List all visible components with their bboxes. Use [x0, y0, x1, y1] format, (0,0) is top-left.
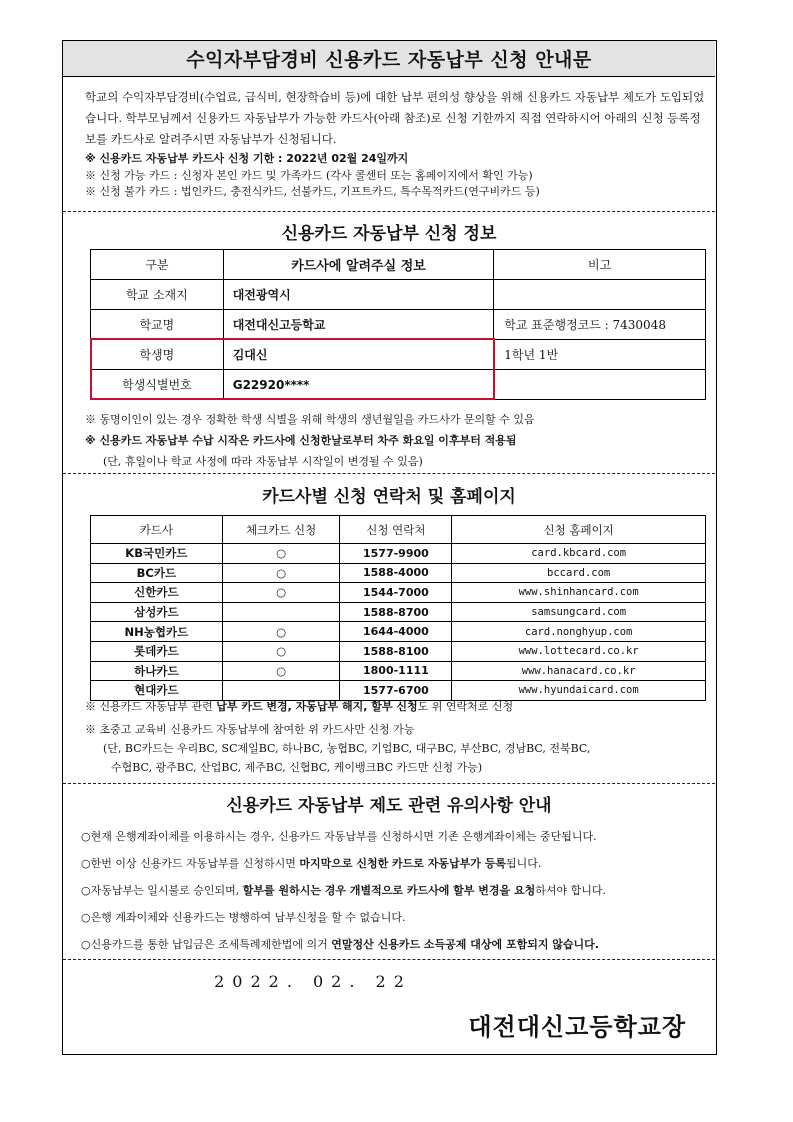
participating-cards-note: ※ 초중고 교육비 신용카드 자동납부에 참여한 위 카드사만 신청 가능 — [85, 723, 415, 736]
caution-text: ○신용카드를 통한 납입금은 조세특례제한법에 의거 — [81, 938, 332, 951]
section-divider — [63, 211, 715, 212]
card-company-name: 롯데카드 — [91, 641, 223, 661]
header-website: 신청 홈페이지 — [452, 516, 706, 544]
table-row — [91, 583, 706, 603]
table-row — [91, 622, 706, 642]
note-text: 도 위 연락처로 신청 — [417, 700, 514, 713]
page-bottom-border — [62, 1054, 717, 1055]
table-row — [91, 370, 706, 400]
row-label: 학생식별번호 — [91, 370, 224, 400]
row-value: G22920**** — [223, 370, 494, 400]
start-date-exception: (단, 휴일이나 학교 사정에 따라 자동납부 시작일이 변경될 수 있음) — [103, 455, 423, 468]
bc-card-note: (단, BC카드는 우리BC, SC제일BC, 하나BC, 농협BC, 기업BC, 대구BC, 부산BC, 경남BC, 전북BC, — [103, 742, 591, 755]
ineligible-card-note: ※ 신청 불가 카드 : 법인카드, 충전식카드, 선불카드, 기프트카드, 특수목적카드(연구비카드 등) — [85, 185, 540, 198]
note-text: ※ 신용카드 자동납부 관련 — [85, 700, 217, 713]
card-phone: 1577-6700 — [340, 681, 452, 701]
card-phone: 1588-4000 — [340, 563, 452, 583]
info-notes — [85, 409, 715, 472]
row-note — [494, 280, 706, 310]
note-bold-text: 납부 카드 변경, 자동납부 해지, 할부 신청 — [216, 700, 418, 713]
caution-item — [81, 823, 713, 850]
row-note: 1학년 1반 — [494, 340, 706, 370]
check-card-mark: ○ — [222, 563, 340, 583]
header-remark: 비고 — [494, 250, 706, 280]
card-company-name: 신한카드 — [91, 583, 223, 603]
card-website: www.hyundaicard.com — [452, 681, 706, 701]
card-website: www.lottecard.co.kr — [452, 641, 706, 661]
notice-page — [62, 40, 717, 1055]
table-row — [91, 641, 706, 661]
card-website: www.hanacard.co.kr — [452, 661, 706, 681]
check-card-mark: ○ — [222, 661, 340, 681]
card-phone: 1588-8700 — [340, 602, 452, 622]
caution-text: 연말정산 신용카드 소득공제 대상에 포함되지 않습니다. — [331, 938, 599, 951]
check-card-mark: ○ — [222, 641, 340, 661]
table-row — [91, 340, 706, 370]
card-company-name: 삼성카드 — [91, 602, 223, 622]
header-info: 카드사에 알려주실 정보 — [223, 250, 494, 280]
section-divider — [63, 473, 715, 474]
application-notes — [85, 151, 705, 201]
row-label: 학생명 — [91, 340, 224, 370]
caution-text: ○현재 은행계좌이체를 이용하시는 경우, 신용카드 자동납부를 신청하시면 기존 은행계좌이체는 중단됩니다. — [81, 830, 597, 843]
caution-item — [81, 850, 713, 877]
row-label: 학교 소재지 — [91, 280, 224, 310]
row-note — [494, 370, 706, 400]
page-title: 수익자부담경비 신용카드 자동납부 신청 안내문 — [63, 41, 715, 77]
card-contact-table — [90, 515, 706, 701]
start-date-note: ※ 신용카드 자동납부 수납 시작은 카드사에 신청한날로부터 차주 화요일 이후부터 적용됨 — [85, 434, 517, 447]
card-company-name: 하나카드 — [91, 661, 223, 681]
card-company-name: KB국민카드 — [91, 544, 223, 564]
registration-info-table — [90, 249, 706, 400]
card-phone: 1544-7000 — [340, 583, 452, 603]
card-phone: 1577-9900 — [340, 544, 452, 564]
table-header-row — [91, 250, 706, 280]
table-header-row — [91, 516, 706, 544]
principal-signature: 대전대신고등학교장 — [468, 1012, 686, 1041]
header-check-card: 체크카드 신청 — [222, 516, 340, 544]
card-website: card.nonghyup.com — [452, 622, 706, 642]
same-name-note: ※ 동명이인이 있는 경우 정확한 학생 식별을 위해 학생의 생년월일을 카드사가 문의할 수 있음 — [85, 413, 535, 426]
check-card-mark: ○ — [222, 622, 340, 642]
caution-text: ○자동납부는 일시불로 승인되며, — [81, 884, 243, 897]
caution-text: 하셔야 합니다. — [535, 884, 606, 897]
table-row — [91, 544, 706, 564]
header-card-company: 카드사 — [91, 516, 223, 544]
section-title-contacts: 카드사별 신청 연락처 및 홈페이지 — [262, 487, 516, 507]
table-row — [91, 280, 706, 310]
card-phone: 1644-4000 — [340, 622, 452, 642]
row-note: 학교 표준행정코드 : 7430048 — [494, 310, 706, 340]
bc-card-note-cont: 수협BC, 광주BC, 산업BC, 제주BC, 신협BC, 케이뱅크BC 카드만 신청 가능) — [111, 761, 483, 774]
row-value: 대전대신고등학교 — [223, 310, 494, 340]
card-website: www.shinhancard.com — [452, 583, 706, 603]
card-company-name: BC카드 — [91, 563, 223, 583]
section-title-cautions: 신용카드 자동납부 제도 관련 유의사항 안내 — [226, 796, 552, 816]
row-label: 학교명 — [91, 310, 224, 340]
caution-item — [81, 904, 713, 931]
eligible-card-note: ※ 신청 가능 카드 : 신청자 본인 카드 및 가족카드 (각사 콜센터 또는 홈페이지에서 확인 가능) — [85, 168, 533, 182]
row-value: 대전광역시 — [223, 280, 494, 310]
caution-text: 마지막으로 신청한 카드로 자동납부가 등록 — [299, 857, 506, 870]
contact-notes — [85, 697, 715, 777]
caution-item — [81, 877, 713, 904]
card-website: card.kbcard.com — [452, 544, 706, 564]
card-phone: 1800-1111 — [340, 661, 452, 681]
card-company-name: 현대카드 — [91, 681, 223, 701]
issue-date: 2022. 02. 22 — [214, 972, 412, 991]
caution-text: 할부를 원하시는 경우 개별적으로 카드사에 할부 변경을 요청 — [242, 884, 536, 897]
section-divider — [63, 783, 715, 784]
caution-text: ○한번 이상 신용카드 자동납부를 신청하시면 — [81, 857, 300, 870]
section-title-info: 신용카드 자동납부 신청 정보 — [281, 224, 497, 244]
header-phone: 신청 연락처 — [340, 516, 452, 544]
intro-paragraph: 학교의 수익자부담경비(수업료, 급식비, 현장학습비 등)에 대한 납부 편의성 향상을 위해 신용카드 자동납부 제도가 도입되었습니다. 학부모님께서 신용카드 자동납부가 가능한 카드사(아래 참조)로 신청 기한까지 직접 연락하시어 아래의 신청 등록정보를 카드사로 알려주시면 자동납부가 신청됩니다. — [85, 90, 705, 146]
check-card-mark: ○ — [222, 583, 340, 603]
related-request-note — [85, 697, 715, 716]
card-website: bccard.com — [452, 563, 706, 583]
card-phone: 1588-8100 — [340, 641, 452, 661]
check-card-mark: ○ — [222, 544, 340, 564]
cautions-list — [81, 823, 713, 958]
table-row — [91, 661, 706, 681]
card-website: samsungcard.com — [452, 602, 706, 622]
header-category: 구분 — [91, 250, 224, 280]
deadline-note: ※ 신용카드 자동납부 카드사 신청 기한 : 2022년 02월 24일까지 — [85, 152, 409, 165]
section-divider — [63, 959, 715, 960]
check-card-mark — [222, 602, 340, 622]
caution-text: 됩니다. — [505, 857, 542, 870]
caution-item — [81, 931, 713, 958]
card-company-name: NH농협카드 — [91, 622, 223, 642]
row-value: 김대신 — [223, 340, 494, 370]
caution-text: ○은행 계좌이체와 신용카드는 병행하여 납부신청을 할 수 없습니다. — [81, 911, 406, 924]
table-row — [91, 563, 706, 583]
table-row — [91, 310, 706, 340]
table-row — [91, 602, 706, 622]
